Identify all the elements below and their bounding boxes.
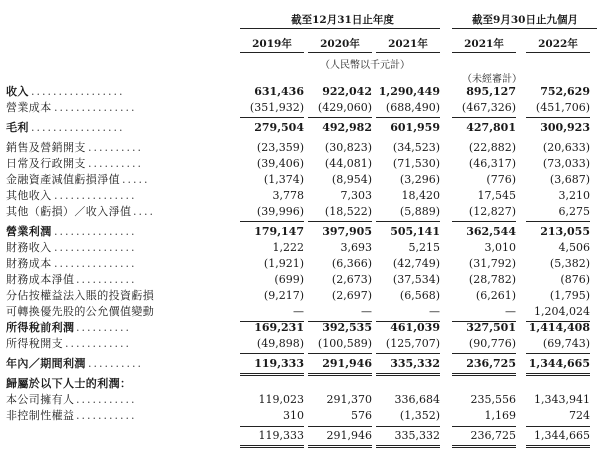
row-leader-dots: ..... — [122, 173, 150, 186]
cell-2020: 576 — [351, 409, 372, 422]
cell-2019: — — [293, 305, 304, 318]
cell-2022-interim: 3,210 — [558, 189, 590, 202]
cell-2019: 310 — [283, 409, 304, 422]
row-label: 財務成本 — [6, 257, 52, 270]
table-row — [0, 408, 600, 424]
cell-2021: (5,889) — [399, 205, 440, 218]
cell-2022-interim: (3,687) — [549, 173, 590, 186]
row-leader-dots: ................. — [31, 85, 125, 98]
cell-2021: (688,490) — [385, 101, 440, 114]
row-label: 財務收入 — [6, 241, 52, 254]
cell-2019: 119,023 — [258, 393, 304, 406]
year-2021: 2021年 — [388, 38, 428, 50]
row-label: 歸屬於以下人士的利潤： — [6, 377, 132, 390]
cell-2021-interim: (22,882) — [468, 141, 516, 154]
subtotal-rule — [452, 117, 516, 118]
row-leader-dots: .......... — [88, 141, 143, 154]
final-total-top-rule — [308, 426, 372, 427]
subtotal-rule — [240, 117, 304, 118]
cell-2021-interim: 236,725 — [470, 429, 516, 442]
currency-unit-note: （人民幣以千元計） — [320, 60, 410, 71]
cell-2019: 169,231 — [254, 321, 304, 334]
cell-2022-interim: (20,633) — [542, 141, 590, 154]
cell-2022-interim: (451,706) — [535, 101, 590, 114]
table-row — [0, 392, 600, 408]
subtotal-rule — [526, 221, 590, 222]
subtotal-rule — [452, 445, 516, 446]
row-leader-dots: ............... — [54, 101, 137, 114]
row-label: 金融資產減值虧損淨值 — [6, 173, 120, 186]
cell-2019: 3,778 — [272, 189, 304, 202]
cell-2021-interim: (12,827) — [468, 205, 516, 218]
subtotal-rule — [240, 353, 304, 354]
cell-2019: (351,932) — [249, 101, 304, 114]
table-row — [0, 224, 600, 240]
subtotal-rule — [376, 117, 440, 118]
row-label: 其他收入 — [6, 189, 52, 202]
cell-2020: (44,081) — [324, 157, 372, 170]
row-label: 非控制性權益 — [6, 409, 75, 422]
row-leader-dots: .... — [133, 205, 155, 218]
cell-2021: (37,534) — [392, 273, 440, 286]
row-leader-dots: ........... — [76, 273, 137, 286]
total-double-rule — [240, 373, 304, 374]
cell-2021-interim: 236,725 — [466, 357, 516, 370]
final-total-top-rule — [526, 426, 590, 427]
header-annual-rule — [240, 28, 440, 29]
cell-2019: 119,333 — [254, 357, 304, 370]
cell-2020: (8,954) — [331, 173, 372, 186]
cell-2020: (2,673) — [331, 273, 372, 286]
subtotal-rule — [526, 353, 590, 354]
total-double-rule — [376, 373, 440, 374]
row-label: 毛利 — [6, 121, 29, 134]
cell-2020: 291,946 — [322, 357, 372, 370]
final-total-top-rule — [452, 426, 516, 427]
cell-2021-interim: 17,545 — [477, 189, 516, 202]
cell-2021-interim: 235,556 — [470, 393, 516, 406]
cell-2021-interim: (28,782) — [468, 273, 516, 286]
cell-2021: 336,684 — [394, 393, 440, 406]
row-leader-dots: ................. — [31, 121, 125, 134]
cell-2020: (429,060) — [317, 101, 372, 114]
table-row — [0, 204, 600, 220]
table-row — [0, 304, 600, 320]
cell-2021: (3,296) — [399, 173, 440, 186]
subtotal-rule — [240, 447, 304, 448]
subtotal-rule — [308, 221, 372, 222]
subtotal-rule — [526, 117, 590, 118]
unaudited-note: （未經審計） — [462, 74, 522, 85]
row-label: 其他（虧損）／收入淨值 — [6, 205, 132, 218]
table-row — [0, 140, 600, 156]
cell-2021-interim: (46,317) — [468, 157, 516, 170]
table-row — [0, 240, 600, 256]
subtotal-rule — [452, 447, 516, 448]
cell-2021-interim: 895,127 — [466, 85, 516, 98]
cell-2022-interim: (876) — [560, 273, 590, 286]
cell-2021: 5,215 — [408, 241, 440, 254]
subtotal-rule — [452, 221, 516, 222]
header-interim: 截至9月30日止九個月 — [472, 14, 578, 26]
subtotal-rule — [526, 447, 590, 448]
cell-2019: (49,898) — [256, 337, 304, 350]
table-row — [0, 376, 600, 392]
row-leader-dots: .......... — [88, 157, 143, 170]
cell-2022-interim: (69,743) — [542, 337, 590, 350]
cell-2022-interim: 1,343,941 — [534, 393, 590, 406]
cell-2019: (39,406) — [256, 157, 304, 170]
cell-2022-interim: 1,204,024 — [534, 305, 590, 318]
cell-2020: 922,042 — [322, 85, 372, 98]
cell-2021-interim: (467,326) — [461, 101, 516, 114]
year-rule-2019 — [240, 52, 304, 53]
row-label: 可轉換優先股的公允價值變動 — [6, 305, 155, 318]
cell-2022-interim: (5,382) — [549, 257, 590, 270]
cell-2020: (100,589) — [317, 337, 372, 350]
cell-2021: (34,523) — [392, 141, 440, 154]
subtotal-rule — [376, 353, 440, 354]
row-label: 年內／期間利潤 — [6, 357, 86, 370]
table-row — [0, 84, 600, 100]
cell-2020: (30,823) — [324, 141, 372, 154]
cell-2022-interim: 1,414,408 — [528, 321, 590, 334]
subtotal-rule — [452, 353, 516, 354]
cell-2022-interim: (73,033) — [542, 157, 590, 170]
row-label: 日常及行政開支 — [6, 157, 86, 170]
cell-2019: 279,504 — [254, 121, 304, 134]
cell-2021-interim: (31,792) — [468, 257, 516, 270]
cell-2022-interim: 752,629 — [540, 85, 590, 98]
cell-2022-interim: 1,344,665 — [528, 357, 590, 370]
row-leader-dots: ............... — [54, 225, 137, 238]
cell-2021: (42,749) — [392, 257, 440, 270]
cell-2019: 631,436 — [254, 85, 304, 98]
cell-2019: (699) — [274, 273, 304, 286]
cell-2021: 1,290,449 — [378, 85, 440, 98]
cell-2020: 291,370 — [326, 393, 372, 406]
header-interim-rule — [452, 28, 597, 29]
table-row — [0, 156, 600, 172]
cell-2021-interim: — — [505, 305, 516, 318]
row-label: 財務成本淨值 — [6, 273, 75, 286]
table-row — [0, 320, 600, 336]
cell-2021-interim: (776) — [486, 173, 516, 186]
row-leader-dots: ............... — [54, 257, 137, 270]
subtotal-rule — [308, 353, 372, 354]
cell-2019: (1,921) — [263, 257, 304, 270]
cell-2020: 7,303 — [340, 189, 372, 202]
subtotal-rule — [240, 445, 304, 446]
cell-2022-interim: 724 — [569, 409, 590, 422]
row-leader-dots: ............... — [54, 189, 137, 202]
year-rule-2021-interim — [452, 52, 516, 53]
year-rule-2022-interim — [526, 52, 590, 53]
table-row — [0, 188, 600, 204]
header-annual: 截至12月31日止年度 — [291, 14, 394, 26]
year-2021-interim: 2021年 — [464, 38, 504, 50]
subtotal-rule — [308, 117, 372, 118]
year-rule-2020 — [308, 52, 372, 53]
cell-2021-interim: 3,010 — [484, 241, 516, 254]
cell-2022-interim: 300,923 — [540, 121, 590, 134]
year-2019: 2019年 — [252, 38, 292, 50]
cell-2019: 1,222 — [272, 241, 304, 254]
row-label: 所得稅前利潤 — [6, 321, 75, 334]
cell-2020: (2,697) — [331, 289, 372, 302]
cell-2022-interim: 4,506 — [558, 241, 590, 254]
table-row — [0, 256, 600, 272]
cell-2019: (39,996) — [256, 205, 304, 218]
cell-2021: 335,332 — [390, 357, 440, 370]
table-row — [0, 100, 600, 116]
cell-2020: 397,905 — [322, 225, 372, 238]
cell-2020: (6,366) — [331, 257, 372, 270]
row-label: 營業成本 — [6, 101, 52, 114]
cell-2019: (23,359) — [256, 141, 304, 154]
cell-2020: 291,946 — [326, 429, 372, 442]
final-total-top-rule — [376, 426, 440, 427]
cell-2020: — — [361, 305, 372, 318]
cell-2020: 3,693 — [340, 241, 372, 254]
table-row — [0, 356, 600, 372]
cell-2022-interim: 6,275 — [558, 205, 590, 218]
subtotal-rule — [308, 445, 372, 446]
cell-2021-interim: 327,501 — [466, 321, 516, 334]
final-total-top-rule — [240, 426, 304, 427]
row-label: 分佔按權益法入賬的投資虧損 — [6, 289, 155, 302]
cell-2021: 18,420 — [401, 189, 440, 202]
cell-2021-interim: 427,801 — [466, 121, 516, 134]
subtotal-rule — [240, 221, 304, 222]
subtotal-rule — [376, 447, 440, 448]
total-double-rule — [308, 373, 372, 374]
cell-2019: 179,147 — [254, 225, 304, 238]
cell-2021: — — [429, 305, 440, 318]
cell-2021: 601,959 — [390, 121, 440, 134]
cell-2022-interim: 213,055 — [540, 225, 590, 238]
table-row — [0, 272, 600, 288]
cell-2021-interim: (90,776) — [468, 337, 516, 350]
cell-2022-interim: 1,344,665 — [534, 429, 590, 442]
row-label: 營業利潤 — [6, 225, 52, 238]
row-leader-dots: ........... — [76, 409, 137, 422]
table-row — [0, 336, 600, 352]
year-2022-interim: 2022年 — [538, 38, 578, 50]
row-leader-dots: ............... — [54, 241, 137, 254]
year-rule-2021 — [376, 52, 440, 53]
subtotal-rule — [376, 445, 440, 446]
subtotal-rule — [308, 447, 372, 448]
table-row — [0, 288, 600, 304]
cell-2020: (18,522) — [324, 205, 372, 218]
row-label: 所得稅開支 — [6, 337, 63, 350]
cell-2021-interim: (6,261) — [475, 289, 516, 302]
cell-2021: (71,530) — [392, 157, 440, 170]
table-row — [0, 172, 600, 188]
cell-2020: 492,982 — [322, 121, 372, 134]
row-leader-dots: ........... — [76, 393, 137, 406]
cell-2019: (1,374) — [263, 173, 304, 186]
cell-2021: (6,568) — [399, 289, 440, 302]
row-leader-dots: .......... — [88, 357, 143, 370]
cell-2019: 119,333 — [258, 429, 304, 442]
total-double-rule — [526, 373, 590, 374]
cell-2020: 392,535 — [322, 321, 372, 334]
cell-2021-interim: 1,169 — [484, 409, 516, 422]
subtotal-rule — [376, 221, 440, 222]
table-row — [0, 428, 600, 444]
row-label: 本公司擁有人 — [6, 393, 75, 406]
cell-2021: 505,141 — [390, 225, 440, 238]
cell-2022-interim: (1,795) — [549, 289, 590, 302]
row-label: 銷售及營銷開支 — [6, 141, 86, 154]
total-double-rule — [452, 373, 516, 374]
cell-2021: (1,352) — [399, 409, 440, 422]
cell-2019: (9,217) — [263, 289, 304, 302]
row-leader-dots: .......... — [76, 321, 131, 334]
table-row — [0, 120, 600, 136]
cell-2021: (125,707) — [385, 337, 440, 350]
row-leader-dots: ............ — [65, 337, 131, 350]
row-label: 收入 — [6, 85, 29, 98]
year-2020: 2020年 — [320, 38, 360, 50]
subtotal-rule — [526, 445, 590, 446]
cell-2021-interim: 362,544 — [466, 225, 516, 238]
cell-2021: 461,039 — [390, 321, 440, 334]
cell-2021: 335,332 — [394, 429, 440, 442]
